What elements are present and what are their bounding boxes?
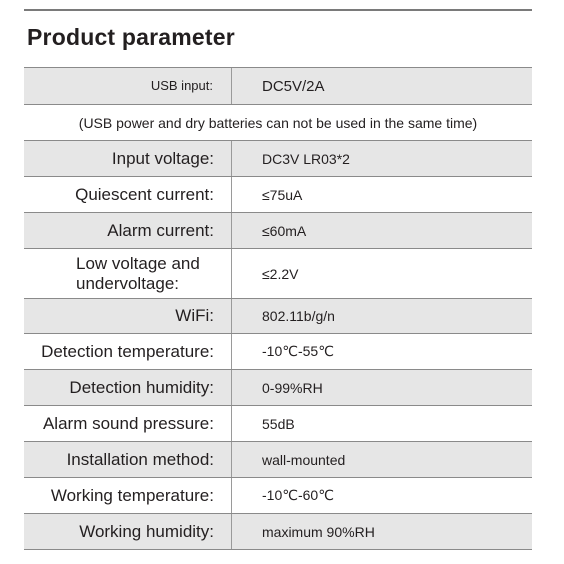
table-row [24, 478, 532, 514]
table-row [24, 213, 532, 249]
table-row [24, 334, 532, 370]
row-label: Installation method: [24, 442, 232, 477]
row-label: WiFi: [24, 299, 232, 333]
table-row [24, 249, 532, 299]
row-value: DC5V/2A [262, 77, 325, 95]
table-row-note [24, 105, 532, 141]
row-value: DC3V LR03*2 [262, 150, 350, 167]
row-label: Working temperature: [24, 478, 232, 513]
row-value: ≤2.2V [262, 265, 299, 282]
table-row-usb-input [24, 68, 532, 105]
row-value: 55dB [262, 415, 295, 432]
parameter-table [24, 67, 532, 550]
row-value: 0-99%RH [262, 379, 323, 396]
table-row [24, 177, 532, 213]
table-row [24, 442, 532, 478]
row-label: Working humidity: [24, 514, 232, 549]
row-value: ≤75uA [262, 186, 303, 203]
page-title: Product parameter [27, 24, 235, 50]
row-value: ≤60mA [262, 222, 307, 239]
table-row [24, 299, 532, 334]
table-row [24, 514, 532, 550]
row-label: Low voltage and undervoltage: [24, 249, 232, 298]
row-label: Alarm sound pressure: [24, 406, 232, 441]
table-row [24, 370, 532, 406]
row-label: Quiescent current: [24, 177, 232, 212]
row-value: maximum 90%RH [262, 523, 375, 540]
row-label: Alarm current: [24, 213, 232, 248]
row-label: Detection humidity: [24, 370, 232, 405]
row-value: 802.11b/g/n [262, 308, 335, 324]
row-label: Input voltage: [24, 141, 232, 176]
table-row [24, 141, 532, 177]
row-value: -10℃-55℃ [262, 343, 334, 359]
row-value: -10℃-60℃ [262, 487, 334, 503]
usb-battery-note: (USB power and dry batteries can not be used in the same time) [78, 114, 478, 131]
row-label: Detection temperature: [24, 334, 232, 369]
top-divider [24, 9, 532, 11]
table-row [24, 406, 532, 442]
row-value: wall-mounted [262, 451, 346, 468]
row-label: USB input: [24, 68, 232, 104]
